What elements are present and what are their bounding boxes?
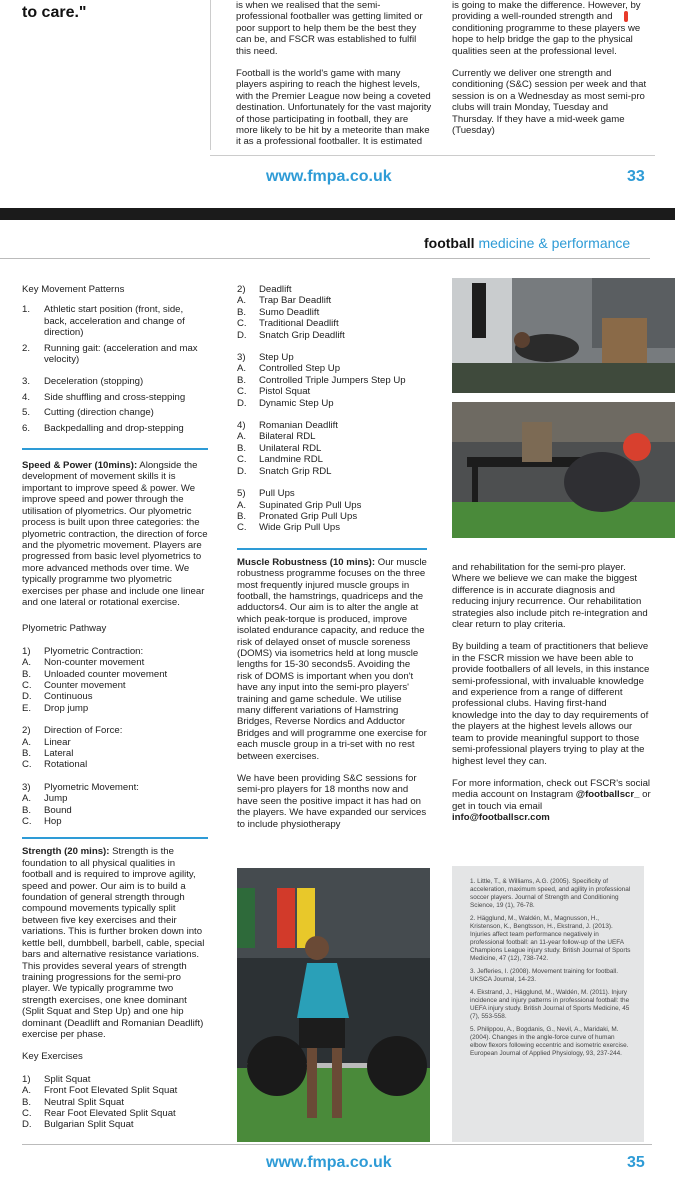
exercise-item (22, 748, 208, 759)
list-marker: C. (22, 816, 32, 828)
list-text: Running gait: (acceleration and max velocity) (44, 342, 198, 366)
list-marker: B. (22, 1096, 32, 1108)
speed-power-lead: Speed & Power (10mins): (22, 460, 138, 472)
list-text: Supinated Grip Pull Ups (259, 499, 362, 511)
list-marker: A. (237, 431, 247, 443)
photo-illustration (452, 402, 675, 538)
exercise-group (237, 420, 427, 477)
list-marker: C. (22, 759, 32, 771)
page-33-col2-text (236, 0, 432, 148)
reference-entry: 1. Little, T., & Williams, A.G. (2005). Specificity of acceleration, maximum speed, and agility in professional soccer players. Journal of Strength and Conditioning Science, 19 (1), 76-78. (470, 878, 631, 909)
section-rule (22, 837, 208, 839)
strength-lead: Strength (20 mins): (22, 846, 110, 858)
key-exercise-item (22, 1074, 208, 1085)
email-link[interactable]: info@footballscr.com (452, 812, 550, 824)
magazine-header (424, 235, 630, 251)
list-text: Wide Grip Pull Ups (259, 522, 341, 534)
page-number: 35 (627, 1154, 645, 1171)
references-box (452, 866, 644, 1142)
list-marker: 5) (237, 488, 246, 500)
list-marker: C. (22, 679, 32, 691)
list-marker: D. (237, 329, 247, 341)
list-text: Linear (44, 736, 71, 748)
list-marker: 3) (22, 781, 31, 793)
exercise-item (22, 782, 208, 793)
movement-pattern-item (22, 423, 208, 434)
exercise-item (237, 363, 427, 374)
list-text: Drop jump (44, 702, 89, 714)
list-marker: 3) (237, 352, 246, 364)
list-marker: A. (237, 295, 247, 307)
list-text: Deadlift (259, 284, 292, 295)
paragraph: is when we realised that the semi-professional footballer was getting limited or poor support to help them be the best they can be, and FSCR was established to fulfil this need. (236, 0, 423, 57)
movement-pattern-item (22, 407, 208, 418)
list-marker: 1) (22, 1073, 31, 1085)
photo-illustration (237, 868, 430, 1142)
list-marker: 4. (22, 391, 31, 403)
exercise-item (237, 500, 427, 511)
list-marker: D. (22, 1119, 32, 1131)
exercise-item (237, 352, 427, 363)
plyometric-list (22, 646, 208, 828)
list-text: Plyometric Contraction: (44, 645, 144, 657)
exercise-item (22, 646, 208, 657)
services-paragraph: We have been providing S&C sessions for semi-pro players for 18 months now and have seen the positive impact it has had on the players. We have expanded our services to include physiotherapy (237, 773, 427, 830)
movement-pattern-item (22, 304, 208, 338)
strength-text: Strength is the foundation to all physical qualities in football and is required to improve agility, speed and power. Our aim is to build a foundation of general strength through compound movements typically split between five key exercises and their variations. This is further broken down into kettle bell, dumbbell, barbell, cable, special bars and alternative resistance variations. This provides several years of strength training progressions for the semi-pro player. We typically programme two strength exercises, one knee dominant (Split Squat and Step Up) and one hip dominant (Deadlift and Romanian Deadlift) exercise per phase. (22, 846, 205, 1040)
list-text: Counter movement (44, 679, 126, 691)
exercise-item (22, 691, 208, 702)
page-number: 33 (627, 168, 645, 185)
list-marker: B. (237, 374, 247, 386)
exercise-item (22, 759, 208, 770)
list-marker: B. (237, 306, 247, 318)
list-text: Direction of Force: (44, 725, 123, 737)
athlete-deadlift-photo (237, 868, 430, 1142)
footer-url[interactable]: www.fmpa.co.uk (266, 168, 392, 185)
list-marker: 6. (22, 422, 31, 434)
footer-rule (22, 1144, 652, 1145)
marker-icon (624, 11, 628, 22)
list-text: Bound (44, 804, 72, 816)
exercise-item (237, 295, 427, 306)
exercise-group (237, 488, 427, 534)
paragraph: Football is the world's game with many players aspiring to reach the highest levels, with the Premier League now being a coveted destination. Unfortunately for the vast majority of those participating in football, they are more likely to be hit by a meteorite than make it as a professional footballer. It is estimated (236, 68, 432, 148)
section-rule (22, 448, 208, 450)
list-text: Step Up (259, 352, 294, 364)
exercise-item (237, 522, 427, 533)
list-text: Deceleration (stopping) (44, 376, 144, 388)
exercise-group (22, 725, 208, 771)
list-marker: 3. (22, 376, 31, 388)
list-text: Athletic start position (front, side, back, acceleration and change of direction) (44, 304, 185, 339)
list-text: Backpedalling and drop-stepping (44, 422, 184, 434)
list-marker: 5. (22, 407, 31, 419)
section-rule (237, 548, 427, 550)
list-marker: 1) (22, 645, 31, 657)
list-text: Bulgarian Split Squat (44, 1119, 134, 1131)
list-text: Plyometric Movement: (44, 781, 139, 793)
list-marker: A. (22, 1085, 32, 1097)
key-exercises-title: Key Exercises (22, 1051, 83, 1063)
list-marker: A. (22, 736, 32, 748)
paragraph: Currently we deliver one strength and conditioning (S&C) session per week and that session is on a Wednesday as most semi-pro clubs will train Monday, Tuesday and Thursday. If they have a mid-week game (Tuesday) (452, 68, 647, 137)
movement-pattern-item (22, 392, 208, 403)
exercise-item (237, 466, 427, 477)
photo-illustration (452, 278, 675, 393)
key-exercise-item (22, 1085, 208, 1096)
exercise-item (22, 737, 208, 748)
exercise-group (22, 646, 208, 714)
list-marker: D. (237, 465, 247, 477)
list-marker: C. (237, 386, 247, 398)
strength-paragraph (22, 846, 208, 1040)
list-marker: A. (22, 657, 32, 669)
rehab-paragraph: and rehabilitation for the semi-pro player. Where we believe we can make the biggest difference is in accurate diagnosis and reducing injury recurrence. Our rehabilitation strategies also include pitch re-integration and clear return to play criteria. (452, 562, 648, 631)
exercise-item (237, 488, 427, 499)
exercise-item (237, 307, 427, 318)
exercise-item (237, 318, 427, 329)
references-list (452, 866, 644, 1058)
list-text: Rotational (44, 759, 88, 771)
kmp-list (22, 304, 208, 434)
contact-paragraph (452, 778, 652, 824)
exercise-item (237, 511, 427, 522)
list-text: Controlled Step Up (259, 363, 341, 375)
reference-entry: 5. Philippou, A., Bogdanis, G., Nevil, A., Maridaki, M. (2004). Changes in the angle-force curve of human elbow flexors following eccentric and isometric exercise. European Journal of Applied Physiology, 93, 237-244. (470, 1026, 629, 1057)
column-1 (22, 284, 208, 1131)
list-text: Hop (44, 816, 62, 828)
reference-entry: 2. Hägglund, M., Waldén, M., Magnusson, H., Kristenson, K., Bengtsson, H., Ekstrand, J. (2013). Injuries affect team performance negatively in professional football: an 11-year follow-up of the UEFA Champions League injury study. British Journal of Sports Medicine, 47 (12), 738-742. (470, 915, 631, 962)
list-marker: E. (22, 702, 32, 714)
list-text: Unloaded counter movement (44, 668, 168, 680)
paragraph: is going to make the difference. However, by providing a well-rounded strength and conditioning programme to these players we hope to help bridge the gap to the physical qualities seen at the professional level. (452, 0, 641, 57)
list-marker: B. (22, 668, 32, 680)
column-3 (452, 562, 652, 824)
muscle-robustness-paragraph (237, 557, 427, 762)
movement-pattern-item (22, 376, 208, 387)
exercise-item (237, 386, 427, 397)
list-text: Snatch Grip RDL (259, 465, 332, 477)
key-exercises-list (22, 1074, 208, 1131)
movement-pattern-item (22, 343, 208, 366)
footer-url[interactable]: www.fmpa.co.uk (266, 1154, 392, 1171)
list-marker: 1. (22, 304, 31, 316)
list-text: Non-counter movement (44, 657, 145, 669)
list-text: Trap Bar Deadlift (259, 295, 332, 307)
key-exercise-item (22, 1119, 208, 1130)
exercise-item (22, 657, 208, 668)
page-35 (0, 220, 675, 1200)
list-marker: 2. (22, 342, 31, 354)
exercise-item (22, 805, 208, 816)
list-marker: C. (237, 454, 247, 466)
exercise-item (237, 284, 427, 295)
exercise-item (237, 375, 427, 386)
contact-text-b: or get in touch via email (452, 789, 651, 812)
list-text: Split Squat (44, 1073, 91, 1085)
list-marker: 4) (237, 420, 246, 432)
exercise-item (237, 398, 427, 409)
list-marker: C. (237, 522, 247, 534)
list-marker: C. (22, 1107, 32, 1119)
athlete-floor-exercise-photo (452, 278, 675, 393)
list-marker: C. (237, 318, 247, 330)
exercise-item (237, 443, 427, 454)
list-marker: B. (237, 510, 247, 522)
exercise-item (237, 330, 427, 341)
list-marker: A. (237, 363, 247, 375)
list-marker: A. (237, 499, 247, 511)
exercise-item (22, 793, 208, 804)
key-exercise-item (22, 1097, 208, 1108)
plyometric-pathway-title: Plyometric Pathway (22, 623, 107, 635)
list-text: Snatch Grip Deadlift (259, 329, 345, 341)
muscle-robustness-lead: Muscle Robustness (10 mins): (237, 556, 376, 568)
list-text: Front Foot Elevated Split Squat (44, 1085, 178, 1097)
exercise-group (237, 284, 427, 341)
exercise-item (237, 431, 427, 442)
list-text: Landmine RDL (259, 454, 323, 466)
exercise-item (237, 454, 427, 465)
exercise-item (22, 680, 208, 691)
list-text: Lateral (44, 748, 74, 759)
list-text: Pistol Squat (259, 386, 311, 398)
header-rule (0, 258, 650, 259)
reference-entry: 3. Jefferies, I. (2008). Movement training for football. UKSCA Journal, 14-23. (470, 968, 619, 983)
page-separator (0, 208, 675, 220)
muscle-robustness-text: Our muscle robustness programme focuses on the three most frequently injured muscle groups in football, the hamstrings, quadriceps and the adductors4. Our aim is to alter the angle at which peak-torque is produced, improve isolated endurance capacity, and reduce the risk of delayed onset of muscle soreness (DOMS) via isometrics held at long muscle lengths for 15-30 seconds5. Avoiding the risk of DOMS is important when you don't have any input into the semi-pro players' training and game schedule. We utilise many different variations of Hamstring Bridges, Reverse Nordics and Adductor Bridges and will programme one exercise for each muscle group in a tri-set with no rest between exercises. (237, 556, 427, 762)
list-text: Cutting (direction change) (44, 407, 154, 419)
footer-rule (210, 155, 655, 156)
list-text: Traditional Deadlift (259, 318, 339, 330)
reference-entry: 4. Ekstrand, J., Hägglund, M., Waldén, M. (2011). Injury incidence and injury patterns in professional football: the UEFA injury study. British Journal of Sports Medicine, 45 (7), 553-558. (470, 989, 630, 1020)
column-divider (210, 0, 211, 150)
kmp-title: Key Movement Patterns (22, 284, 125, 295)
list-text: Rear Foot Elevated Split Squat (44, 1107, 176, 1119)
key-exercise-item (22, 1108, 208, 1119)
list-marker: 2) (22, 725, 31, 737)
pull-quote-end: to care." (22, 4, 87, 21)
page-33-col3-text (452, 0, 652, 136)
exercise-item (22, 703, 208, 714)
speed-power-paragraph (22, 460, 208, 608)
exercise-item (22, 725, 208, 736)
list-marker: D. (22, 691, 32, 703)
list-text: Sumo Deadlift (259, 306, 320, 318)
exercise-list (237, 284, 427, 534)
contact-text: For more information, check out FSCR's social media account on Instagram (452, 777, 651, 801)
page-33-fragment (0, 0, 675, 208)
exercise-group (237, 352, 427, 409)
exercise-item (22, 669, 208, 680)
list-marker: A. (22, 793, 32, 805)
list-text: Jump (44, 793, 68, 805)
list-text: Continuous (44, 691, 93, 703)
list-text: Side shuffling and cross-stepping (44, 391, 186, 403)
instagram-handle[interactable]: @footballscr_ (575, 789, 640, 801)
list-text: Unilateral RDL (259, 442, 322, 454)
column-2 (237, 284, 427, 830)
brand-bold: football (424, 235, 475, 251)
exercise-group (22, 782, 208, 828)
brand-rest: medicine & performance (478, 235, 631, 251)
speed-power-text: Alongside the development of movement skills it is important to improve speed & power. We improve speed and power through the utilisation of plyometrics. Our plyometric process is built upon three categories: the plyometric contraction, the direction of force and the plyometric movement. Players are progressed from basic level plyometrics to more advanced methods over time. We typically programme two plyometric exercises per phase and include one linear and one lateral or rotational exercise. (22, 460, 208, 608)
list-marker: B. (22, 804, 32, 816)
list-marker: B. (22, 748, 32, 759)
team-paragraph: By building a team of practitioners that believe in the FSCR mission we have been able to provide footballers of all levels, in this instance semi-professional, with invaluable knowledge and experience from a range of different professional clubs. Having first-hand knowledge into the day to day requirements of the players at the highest levels allows our team to provide meaningful support to those semi-professional players trying to play at the highest level they can. (452, 641, 650, 767)
athlete-bench-exercise-photo (452, 402, 675, 538)
list-text: Pull Ups (259, 488, 295, 500)
exercise-item (237, 420, 427, 431)
exercise-item (22, 816, 208, 827)
list-text: Bilateral RDL (259, 431, 316, 443)
list-marker: D. (237, 397, 247, 409)
list-text: Pronated Grip Pull Ups (259, 510, 358, 522)
list-marker: 2) (237, 284, 246, 295)
list-marker: B. (237, 442, 247, 454)
list-text: Romanian Deadlift (259, 420, 338, 432)
list-text: Dynamic Step Up (259, 397, 334, 409)
list-text: Neutral Split Squat (44, 1096, 124, 1108)
list-text: Controlled Triple Jumpers Step Up (259, 374, 406, 386)
